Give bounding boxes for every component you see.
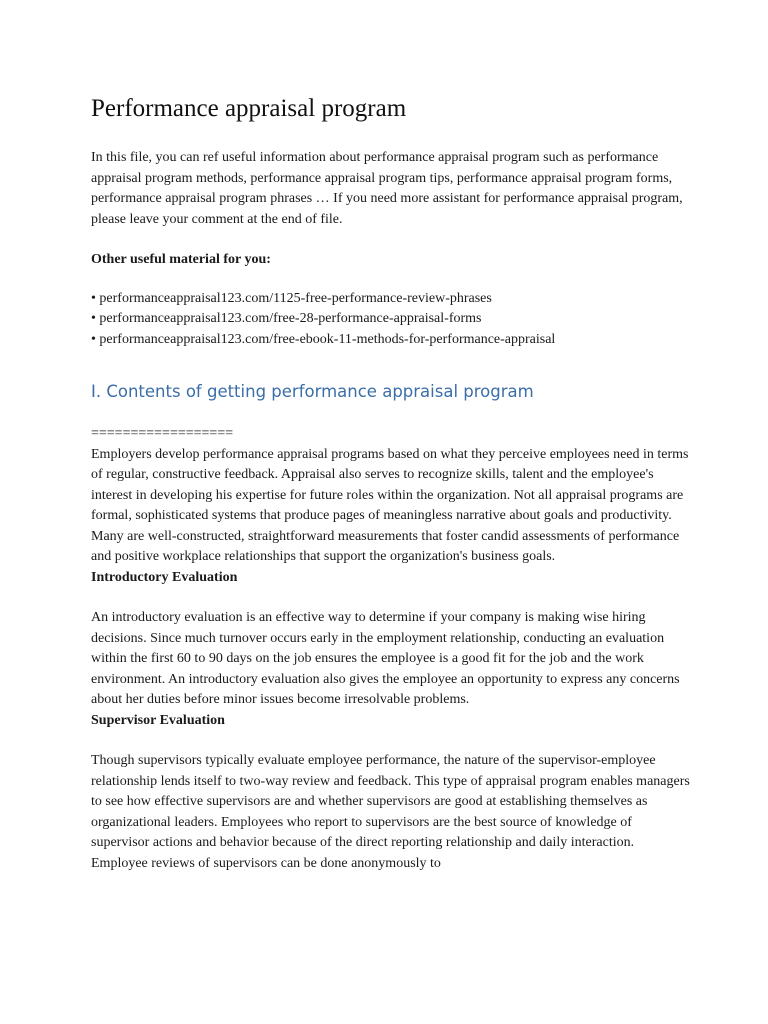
separator-line: ==================	[91, 426, 234, 441]
useful-link-item[interactable]: • performanceappraisal123.com/free-28-performance-appraisal-forms	[91, 311, 482, 326]
other-material-label: Other useful material for you:	[91, 252, 271, 267]
subheading-introductory-evaluation: Introductory Evaluation	[91, 569, 238, 585]
page-title: Performance appraisal program	[91, 95, 407, 122]
body-paragraph: Though supervisors typically evaluate employee performance, the nature of the supervisor-employee relationship lends itself to two-way review and feedback. This type of appraisal program enables managers to see how effective supervisors are and whether supervisors are good at establishing themselves as organizational leaders. Employees who report to supervisors are the best source of knowledge of supervisor actions and behavior because of the direct reporting relationship and daily interaction. Employee reviews of supervisors can be done anonymously to	[91, 753, 690, 871]
subheading-supervisor-evaluation: Supervisor Evaluation	[91, 712, 225, 728]
useful-link-item[interactable]: • performanceappraisal123.com/1125-free-performance-review-phrases	[91, 290, 492, 306]
body-paragraph: An introductory evaluation is an effective way to determine if your company is making wise hiring decisions. Since much turnover occurs early in the employment relationship, conducting an evaluation within the first 60 to 90 days on the job ensures the employee is a good fit for the job and the work environment. An introductory evaluation also gives the employee an opportunity to express any concerns about her duties before minor issues become irresolvable problems.	[91, 610, 680, 707]
useful-link-item[interactable]: • performanceappraisal123.com/free-ebook-11-methods-for-performance-appraisal	[91, 331, 556, 347]
useful-links-list	[91, 289, 691, 351]
body-paragraph: Employers develop performance appraisal programs based on what they perceive employees need in terms of regular, constructive feedback. Appraisal also serves to recognize skills, talent and the employee's interest in developing his expertise for future roles within the organization. Not all appraisal programs are formal, sophisticated systems that produce pages of meaningless narrative about goals and productivity. Many are well-constructed, straightforward measurements that foster candid assessments of performance and positive workplace relationships that support the organization's business goals.	[91, 446, 689, 564]
intro-paragraph: In this file, you can ref useful information about performance appraisal program such as performance appraisal program methods, performance appraisal program tips, performance appraisal program forms, performance appraisal program phrases … If you need more assistant for performance appraisal program, please leave your comment at the end of file.	[91, 150, 683, 227]
section-heading: I. Contents of getting performance appraisal program	[91, 382, 534, 401]
document-content	[91, 92, 691, 874]
